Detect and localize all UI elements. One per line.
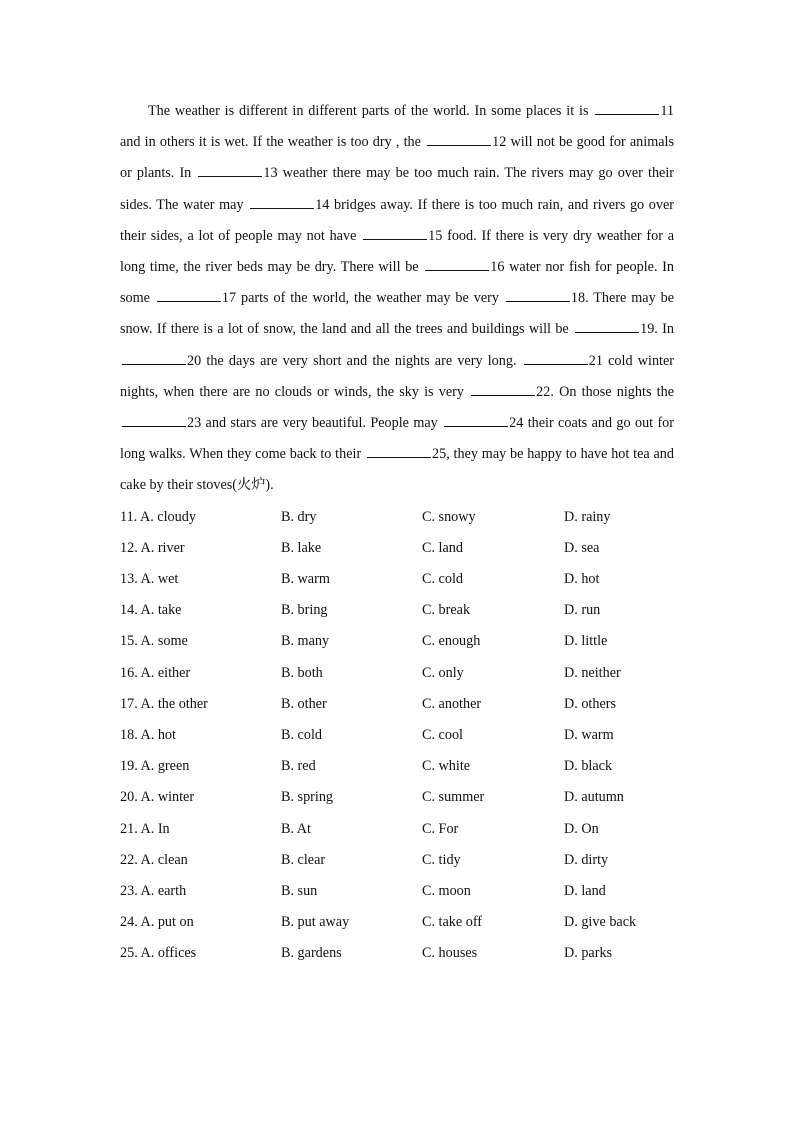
passage-text: food. If there is very dry weather for a long time, the river beds may be dry. There will be (120, 227, 674, 276)
blank-number: 11 (660, 103, 674, 119)
question-options-row (120, 595, 674, 626)
answer-blank[interactable] (250, 194, 314, 209)
question-options-row (120, 720, 674, 751)
worksheet-page (120, 96, 674, 969)
passage-text: The weather is different in different parts of the world. In some places it is (148, 103, 594, 119)
option-a[interactable]: 22. A. clean (120, 851, 188, 868)
question-options-row (120, 689, 674, 720)
option-b[interactable]: B. dry (281, 508, 317, 525)
option-b[interactable]: B. gardens (281, 945, 342, 962)
option-b[interactable]: B. clear (281, 851, 326, 868)
option-c[interactable]: C. only (422, 664, 464, 681)
answer-blank[interactable] (363, 225, 427, 240)
passage-text: . There may be snow. If there is a lot of snow, the land and all the trees and buildings will be (120, 290, 675, 338)
passage-text: cold winter nights, when there are no clouds or winds, the sky is very (120, 352, 675, 400)
answer-blank[interactable] (471, 381, 535, 396)
option-a[interactable]: 20. A. winter (120, 789, 195, 806)
option-d[interactable]: D. autumn (564, 789, 624, 806)
question-options-row (120, 751, 674, 782)
blank-number: 21 (588, 352, 603, 369)
option-b[interactable]: B. spring (281, 789, 334, 806)
question-options-row (120, 533, 674, 564)
question-options-row (120, 907, 674, 938)
question-options-row (120, 845, 674, 876)
answer-blank[interactable] (198, 162, 262, 177)
passage-text: their coats and go out for long walks. When they come back to their (120, 415, 675, 463)
passage-text: water nor fish for people. In some (120, 259, 674, 307)
option-c[interactable]: C. take off (422, 914, 483, 931)
answer-blank[interactable] (427, 131, 491, 146)
option-a[interactable]: 11. A. cloudy (120, 508, 196, 525)
blank-number: 25 (432, 446, 447, 463)
option-c[interactable]: C. cool (422, 726, 463, 743)
blank-number: 24 (509, 415, 524, 432)
option-a[interactable]: 16. A. either (120, 664, 191, 681)
passage-text: weather there may be too much rain. The rivers may go over their sides. The water may (120, 165, 674, 213)
option-d[interactable]: D. hot (564, 571, 600, 588)
option-b[interactable]: B. warm (281, 571, 330, 588)
answer-blank[interactable] (122, 350, 186, 365)
option-b[interactable]: B. At (281, 820, 311, 837)
option-d[interactable]: D. give back (564, 914, 637, 931)
answer-blank[interactable] (157, 287, 221, 302)
option-a[interactable]: 17. A. the other (120, 695, 208, 712)
option-d[interactable]: D. others (564, 695, 617, 712)
answer-options (120, 502, 674, 970)
blank-number: 18 (570, 290, 586, 307)
passage-text: . On those nights the (550, 383, 674, 400)
passage-text: bridges away. If there is too much rain, and rivers go over their sides, a lot of people may not have (120, 196, 674, 244)
option-c[interactable]: C. moon (422, 882, 471, 899)
option-c[interactable]: C. break (422, 602, 471, 619)
blank-number: 17 (221, 290, 237, 307)
question-options-row (120, 658, 674, 689)
blank-number: 16 (490, 259, 505, 276)
answer-blank[interactable] (425, 256, 489, 271)
question-options-row (120, 876, 674, 907)
option-a[interactable]: 19. A. green (120, 758, 190, 775)
answer-blank[interactable] (595, 100, 659, 115)
answer-blank[interactable] (524, 350, 588, 365)
option-d[interactable]: D. rainy (564, 508, 611, 525)
option-a[interactable]: 18. A. hot (120, 726, 176, 743)
option-c[interactable]: C. For (422, 820, 459, 837)
option-b[interactable]: B. sun (281, 882, 318, 899)
question-options-row (120, 502, 674, 533)
passage-text: the days are very short and the nights are very long. (201, 352, 522, 369)
answer-blank[interactable] (444, 412, 508, 427)
option-b[interactable]: B. bring (281, 602, 328, 619)
option-b[interactable]: B. both (281, 664, 323, 681)
passage-text: parts of the world, the weather may be very (236, 290, 504, 307)
option-c[interactable]: C. houses (422, 945, 478, 962)
question-options-row (120, 938, 674, 969)
blank-number: 22 (536, 383, 551, 400)
cloze-passage (120, 96, 674, 502)
question-options-row (120, 814, 674, 845)
option-a[interactable]: 25. A. offices (120, 945, 197, 962)
option-c[interactable]: C. cold (422, 571, 463, 588)
blank-number: 12 (492, 134, 507, 151)
question-options-row (120, 564, 674, 595)
blank-number: 14 (315, 196, 330, 213)
blank-number: 19 (640, 321, 655, 338)
option-a[interactable]: 21. A. In (120, 820, 170, 837)
option-a[interactable]: 24. A. put on (120, 914, 194, 931)
option-c[interactable]: C. tidy (422, 851, 461, 868)
option-d[interactable]: D. parks (564, 945, 613, 962)
option-c[interactable]: C. snowy (422, 508, 476, 525)
option-d[interactable]: D. black (564, 758, 613, 775)
question-options-row (120, 626, 674, 657)
option-a[interactable]: 14. A. take (120, 602, 182, 619)
option-d[interactable]: D. run (564, 602, 601, 619)
question-options-row (120, 782, 674, 813)
blank-number: 13 (263, 165, 278, 182)
option-a[interactable]: 12. A. river (120, 539, 185, 556)
answer-blank[interactable] (575, 318, 639, 333)
option-b[interactable]: B. red (281, 758, 316, 775)
answer-blank[interactable] (367, 443, 431, 458)
passage-text: and in others it is wet. If the weather is too dry , the (120, 134, 426, 151)
passage-text: will not be good for animals or plants. In (120, 134, 674, 182)
blank-number: 15 (428, 227, 443, 244)
option-d[interactable]: D. sea (564, 539, 600, 556)
option-d[interactable]: D. land (564, 882, 606, 899)
option-c[interactable]: C. summer (422, 789, 485, 806)
option-b[interactable]: B. cold (281, 726, 322, 743)
blank-number: 20 (187, 352, 202, 369)
passage-text: and stars are very beautiful. People may (201, 415, 443, 432)
option-c[interactable]: C. land (422, 539, 463, 556)
option-d[interactable]: D. dirty (564, 851, 609, 868)
blank-number: 23 (187, 415, 202, 432)
passage-text: , they may be happy to have hot tea and cake by their stoves(火炉). (120, 446, 674, 494)
option-a[interactable]: 23. A. earth (120, 882, 187, 899)
answer-blank[interactable] (122, 412, 186, 427)
option-b[interactable]: B. put away (281, 914, 350, 931)
option-c[interactable]: C. another (422, 695, 482, 712)
option-d[interactable]: D. little (564, 633, 608, 650)
option-d[interactable]: D. neither (564, 664, 621, 681)
option-c[interactable]: C. white (422, 758, 471, 775)
option-d[interactable]: D. On (564, 820, 599, 837)
option-a[interactable]: 15. A. some (120, 633, 188, 650)
option-b[interactable]: B. many (281, 633, 330, 650)
option-b[interactable]: B. other (281, 695, 327, 712)
option-d[interactable]: D. warm (564, 726, 614, 743)
passage-text: . In (654, 321, 674, 338)
option-b[interactable]: B. lake (281, 539, 322, 556)
answer-blank[interactable] (506, 287, 570, 302)
option-a[interactable]: 13. A. wet (120, 571, 179, 588)
option-c[interactable]: C. enough (422, 633, 481, 650)
